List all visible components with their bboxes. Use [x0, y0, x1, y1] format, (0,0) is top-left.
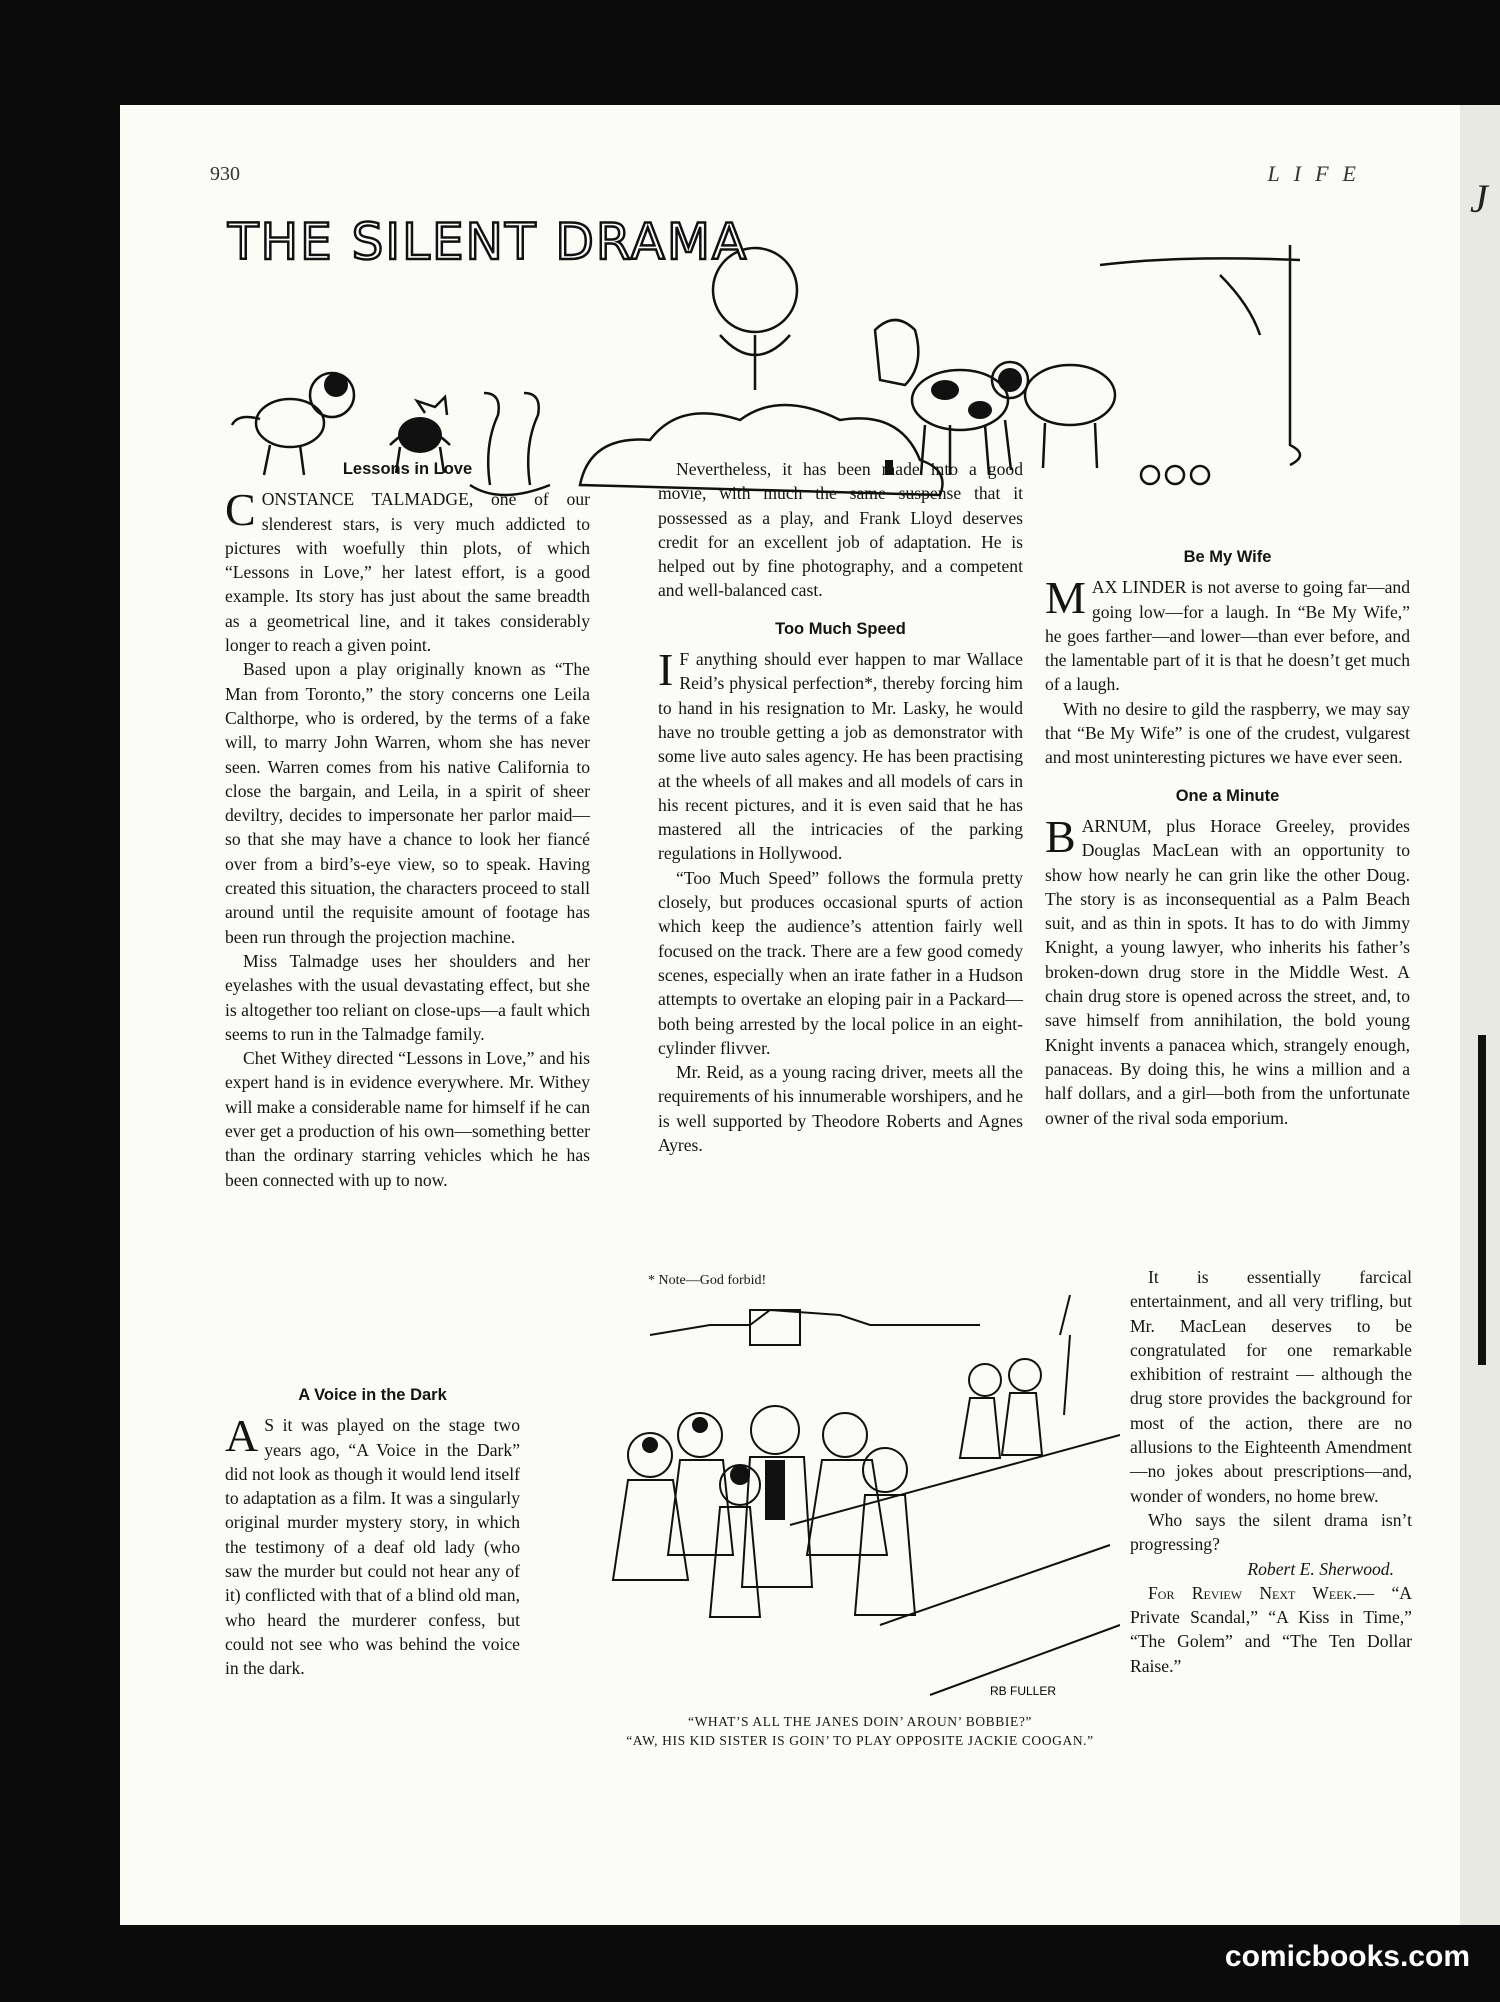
- paragraph: With no desire to gild the raspberry, we may say that “Be My Wife” is one of the crudest, vulgarest and most uninteresting pictures we have ever seen.: [1045, 698, 1410, 768]
- next-page-letter: J: [1470, 176, 1488, 221]
- cartoon-illustration: [590, 1295, 1120, 1705]
- section-heading: Lessons in Love: [342, 460, 473, 478]
- drop-cap: M: [1045, 572, 1086, 624]
- paragraph-text: AX LINDER is not averse to going far—and going low—for a laugh. In “Be My Wife,” he goes farther—and lower—than ever before, and the lamentable part of it is that he doesn’t get much of a laugh.: [1045, 577, 1410, 695]
- section-heading: Too Much Speed: [775, 619, 906, 638]
- cartoon-caption: [575, 1712, 1145, 1750]
- column-1-lower: [225, 1383, 520, 1681]
- section-heading: A Voice in the Dark: [298, 1386, 447, 1404]
- drop-cap: C: [225, 484, 256, 536]
- column-2: [658, 457, 1023, 1157]
- paragraph-text: ARNUM, plus Horace Greeley, provides Douglas MacLean with an opportunity to show how nearly he can grin like the other Doug. The story is as inconsequential as a Palm Beach suit, and as thin in spots. It has to do with Jimmy Knight, a young lawyer, who inherits his father’s broken-down drug store in the Middle West. A chain drug store is opened across the street, and, to save himself from annihilation, the bold young Knight invents a panacea which, strangely enough, panaceas. By doing this, he wins a million and a half dollars, and a girl—both from the unfortunate owner of the rival soda emporium.: [1045, 815, 1410, 1128]
- review-text: “A Private Scandal,” “A Kiss in Time,” “The Golem” and “The Ten Dollar Raise.”: [1130, 1582, 1412, 1676]
- paragraph: Chet Withey directed “Lessons in Love,” and his expert hand is in evidence everywhere. Mr. Withey will make a considerable name for himself if he can ever get a production of his own—something better than the ordinary starring vehicles which he has been connected with up to now.: [225, 1048, 590, 1190]
- paragraph: [225, 484, 590, 657]
- paragraph: Who says the silent drama isn’t progressing?: [1130, 1509, 1412, 1555]
- section-heading: One a Minute: [1175, 786, 1280, 805]
- page-number: 930: [210, 163, 240, 185]
- paragraph: “Too Much Speed” follows the formula pretty closely, but produces occasional spurts of action which keep the audience’s attention fairly well focused on the track. There are a few good comedy scenes, especially when an irate father in a Hudson attempts to overtake an eloping pair in a Packard—both being arrested by the local police in an eight-cylinder flivver.: [658, 867, 1023, 1058]
- drop-cap: I: [658, 644, 674, 696]
- paragraph: Based upon a play originally known as “The Man from Toronto,” the story concerns one Leila Calthorpe, who is ordered, by the terms of a fake will, to marry John Warren, whom she has never seen. Warren comes from his native California to close the bargain, and Leila, in a spirit of sheer deviltry, decides to impersonate her parlor maid—so that she may have a chance to look her fiancé over from a bird’s-eye view, so to speak. Having created this situation, the characters proceed to stall around until the requisite amount of footage has been run through the projection machine.: [225, 659, 590, 947]
- review-label: For Review Next Week.—: [1148, 1582, 1375, 1603]
- paragraph-text: ONSTANCE TALMADGE, one of our slenderest stars, is very much addicted to pictures with woefully thin plots, of which “Lessons in Love,” her latest effort, is a good example. Its story has just about the same breadth as a geometrical line, and it takes considerably longer to reach a given point.: [225, 489, 590, 656]
- drop-cap: B: [1045, 810, 1076, 862]
- paragraph-text: F anything should ever happen to mar Wallace Reid’s physical perfection*, thereby forcing him to hand in his resignation to Mr. Lasky, he would have no trouble getting a job as demonstrator with some live auto sales agency. He has been practising at the wheels of all makes and all models of cars in his recent pictures, and it is even said that he has mastered all the intricacies of the parking regulations in Hollywood.: [658, 649, 1023, 864]
- next-page-bar: [1478, 1035, 1486, 1365]
- paragraph: Miss Talmadge uses her shoulders and her eyelashes with the usual devastating effect, but she is altogether too reliant on close-ups—a fault which seems to run in the Talmadge family.: [225, 950, 590, 1044]
- caption-line: “AW, HIS KID SISTER IS GOIN’ TO PLAY OPPOSITE JACKIE COOGAN.”: [626, 1733, 1094, 1748]
- section-heading: Be My Wife: [1183, 548, 1272, 566]
- column-3: [1045, 457, 1410, 1130]
- site-watermark: comicbooks.com: [1224, 1940, 1470, 1973]
- caption-line: “WHAT’S ALL THE JANES DOIN’ AROUN’ BOBBIE?”: [687, 1714, 1032, 1729]
- column-1: [225, 457, 590, 1192]
- paragraph: [658, 644, 1023, 866]
- footnote: * Note—God forbid!: [648, 1273, 767, 1288]
- artist-signature: RB FULLER: [990, 1684, 1057, 1698]
- next-page-edge: [1453, 105, 1500, 1925]
- paragraph-text: S it was played on the stage two years ago, “A Voice in the Dark” did not look as though it would lend itself to adaptation as a film. It was a singularly original murder mystery story, in which the testimony of a deaf old lady (who saw the murder but could not hear any of it) conflicted with that of a blind old man, who heard the murderer confess, but could not see who was behind the voice in the dark.: [225, 1415, 520, 1679]
- drop-cap: A: [225, 1410, 259, 1462]
- article-title: THE SILENT DRAMA: [228, 213, 749, 271]
- magazine-page: [120, 105, 1460, 1925]
- paragraph: [1045, 810, 1410, 1130]
- paragraph: [225, 1410, 520, 1680]
- author-signature: Robert E. Sherwood.: [1247, 1558, 1394, 1579]
- review-next-week: [1130, 1581, 1412, 1678]
- magazine-name: LIFE: [1267, 161, 1370, 186]
- paragraph: Mr. Reid, as a young racing driver, meets all the requirements of his innumerable worshipers, and he is well supported by Theodore Roberts and Agnes Ayres.: [658, 1062, 1023, 1156]
- paragraph: [1045, 572, 1410, 696]
- paragraph: It is essentially farcical entertainment, and all very trifling, but Mr. MacLean deserves to be congratulated for one remarkable exhibition of restraint — although the drug store provides the background for most of the action, there are no allusions to the Eighteenth Amendment—no jokes about prescriptions—and, wonder of wonders, no home brew.: [1130, 1267, 1412, 1506]
- paragraph: Nevertheless, it has been made into a good movie, with much the same suspense that it possessed as a play, and Frank Lloyd deserves credit for an excellent job of adaptation. He is helped out by fine photography, and a competent and well-balanced cast.: [658, 459, 1023, 601]
- column-3-lower: [1130, 1265, 1412, 1678]
